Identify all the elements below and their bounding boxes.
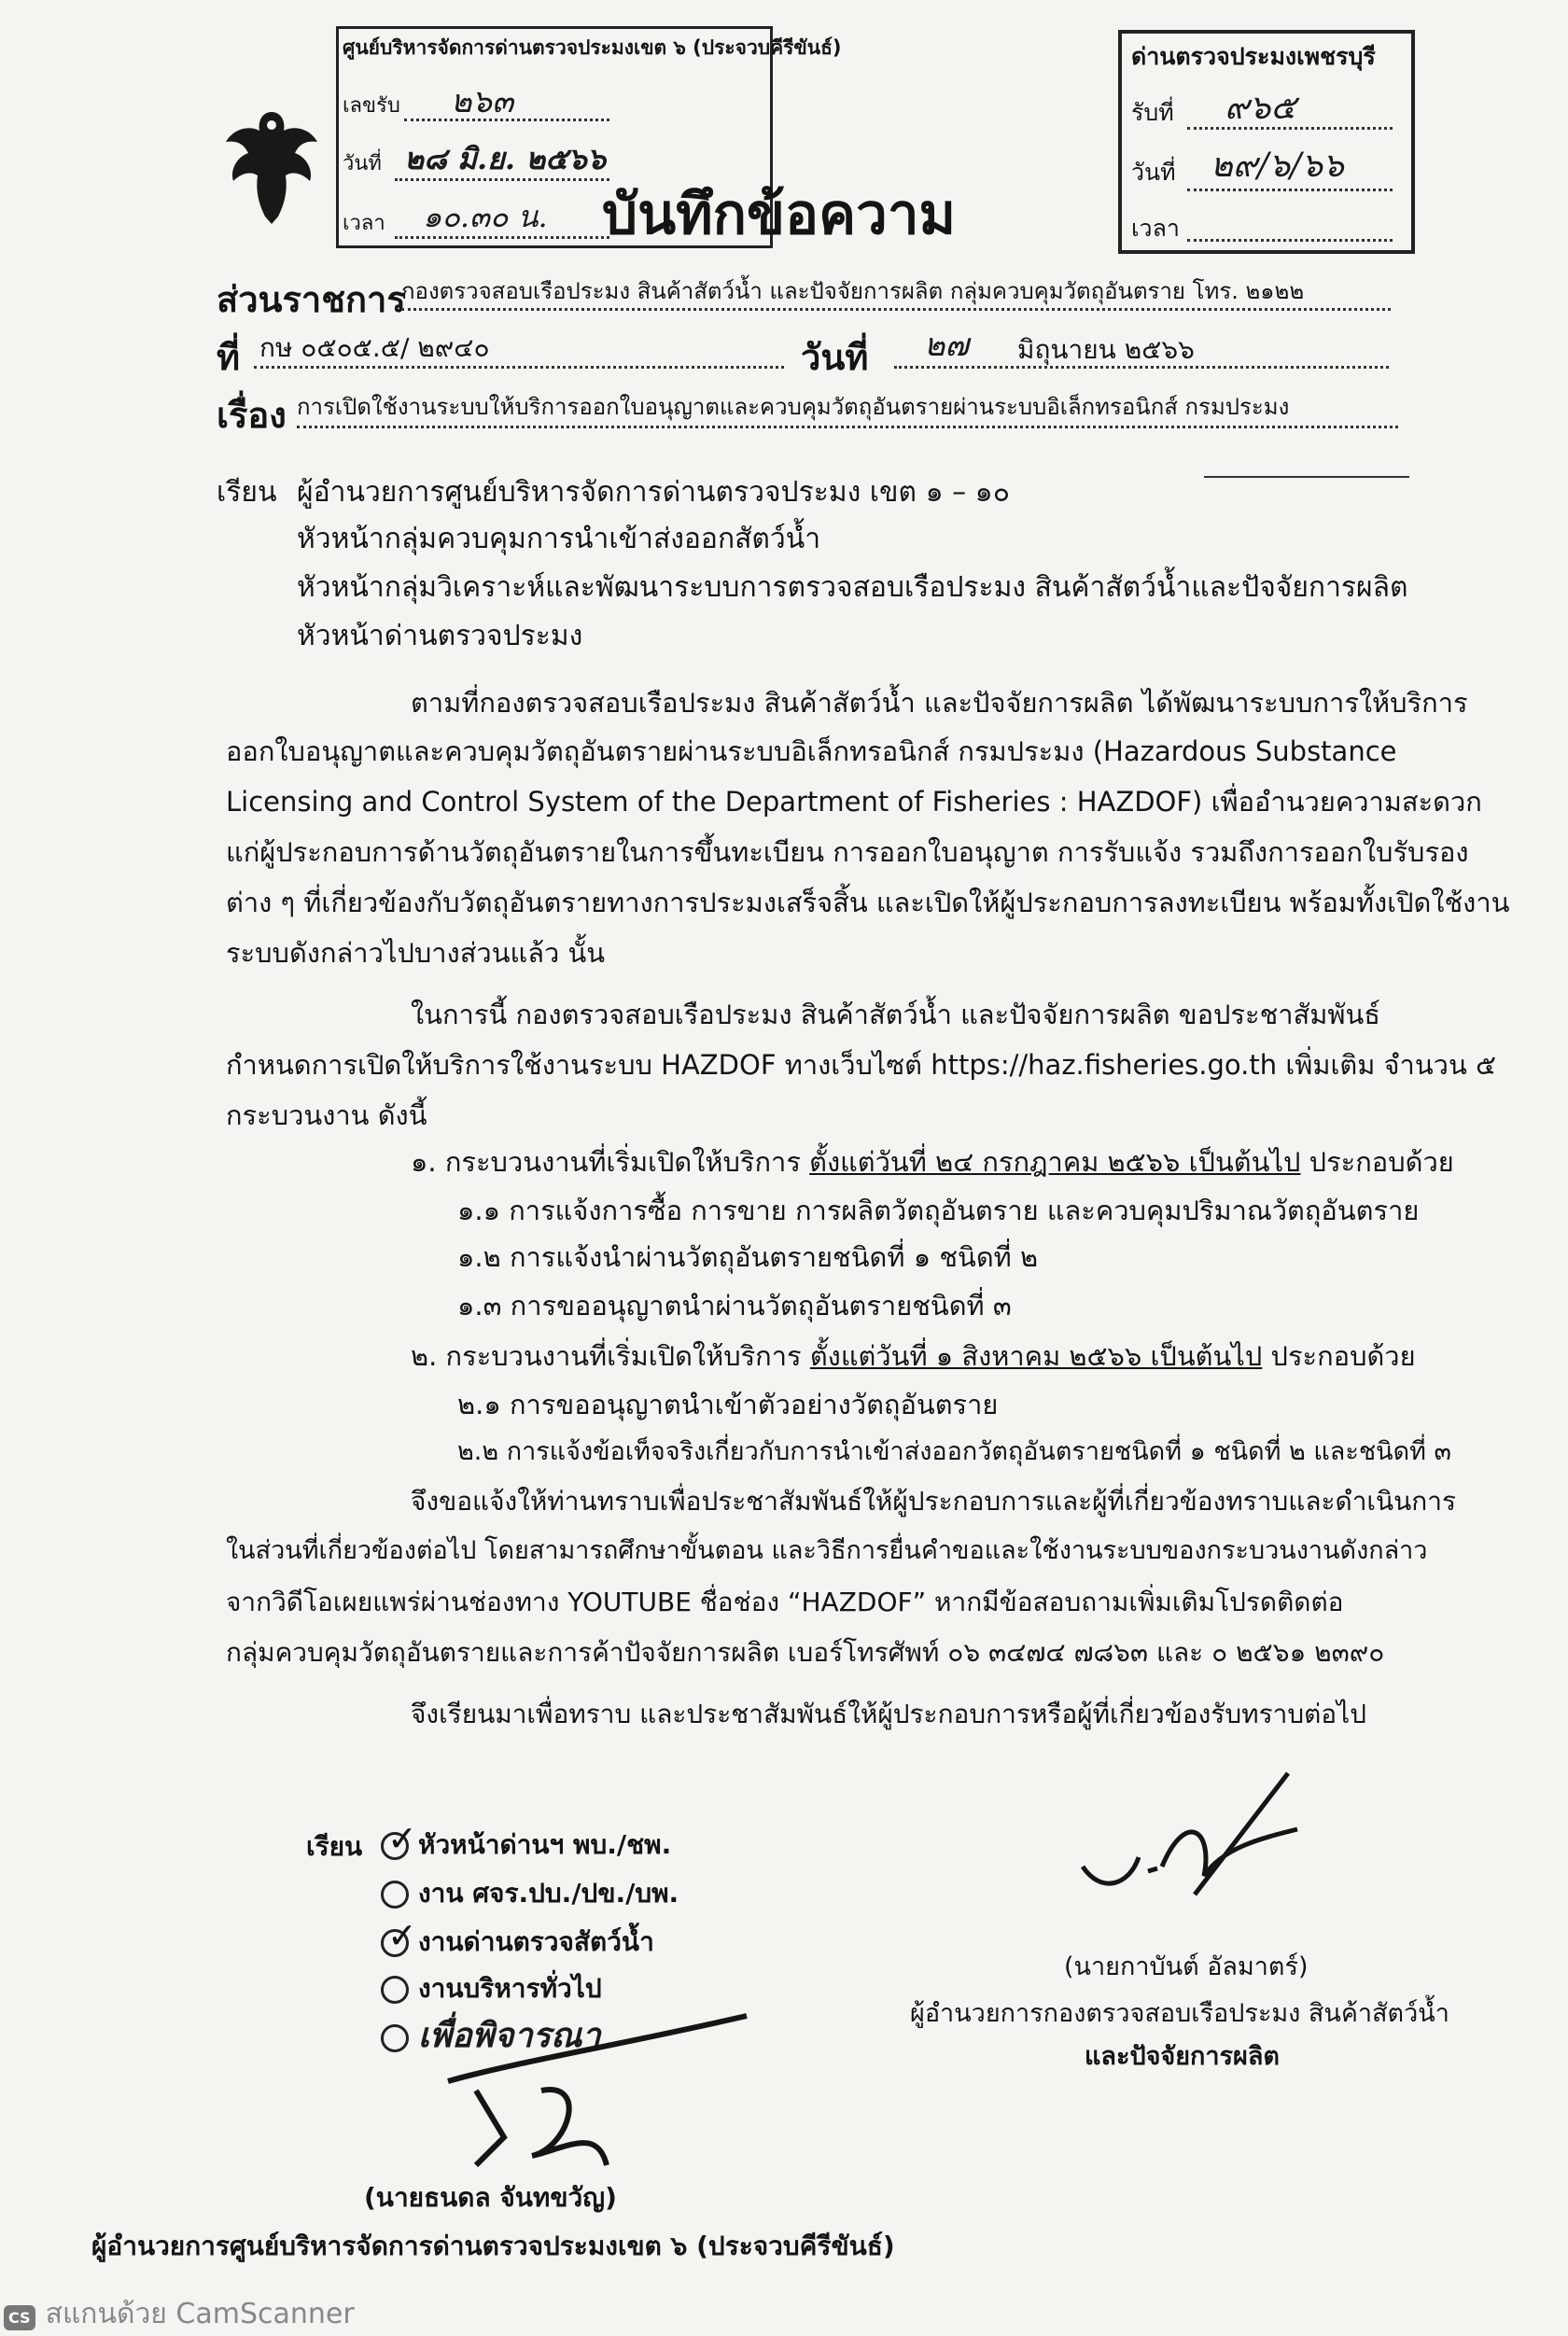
paragraph-3-line: ในส่วนที่เกี่ยวข้องต่อไป โดยสามารถศึกษาขั้นตอน และวิธีการยื่นคำขอและใช้งานระบบของกระบวนงานดังกล่าว — [226, 1536, 1428, 1565]
stamp-date-label: วันที่ — [343, 152, 382, 175]
garuda-emblem — [220, 105, 323, 226]
routing-option: ✓ หัวหน้าด่านฯ พบ./ชพ. — [381, 1829, 671, 1861]
agency-label: ส่วนราชการ — [217, 279, 406, 320]
subject-value: การเปิดใช้งานระบบให้บริการออกใบอนุญาตและควบคุมวัตถุอันตรายผ่านระบบอิเล็กทรอนิกส์ กรมประมง — [297, 394, 1290, 420]
item-1-sub: ๑.๓ การขออนุญาตนำผ่านวัตถุอันตรายชนิดที่ ๓ — [457, 1290, 1012, 1322]
camscanner-watermark — [4, 2292, 355, 2336]
paragraph-1-line: ตามที่กองตรวจสอบเรือประมง สินค้าสัตว์น้ำ และปัจจัยการผลิต ได้พัฒนาระบบการให้บริการ — [411, 687, 1468, 719]
camscanner-logo: CS — [4, 2305, 35, 2330]
approver-name: (นายธนดล จันทขวัญ) — [364, 2182, 617, 2213]
stamp-time-label: เวลา — [343, 212, 385, 235]
item-2 — [411, 1340, 1416, 1373]
routing-label: เรียน — [306, 1831, 363, 1862]
item-2-post: ประกอบด้วย — [1270, 1340, 1416, 1372]
agency-value: กองตรวจสอบเรือประมง สินค้าสัตว์น้ำ และปัจจัยการผลิต กลุ่มควบคุมวัตถุอันตราย โทร. ๒๑๒๒ — [401, 278, 1305, 304]
signature-approver — [439, 2007, 756, 2184]
stamp-recv-label: เลขรับ — [343, 94, 400, 118]
paragraph-2-line: กำหนดการเปิดให้บริการใช้งานระบบ HAZDOF ทางเว็บไซต์ https://haz.fisheries.go.th เพิ่มเติม จำนวน ๕ — [226, 1049, 1496, 1081]
item-2-label: ๒. กระบวนงานที่เริ่มเปิดให้บริการ — [411, 1340, 802, 1372]
stamp-right-agency: ด่านตรวจประมงเพชรบุรี — [1131, 43, 1376, 70]
date-value: มิถุนายน ๒๕๖๖ — [1017, 334, 1195, 365]
item-2-sub: ๒.๑ การขออนุญาตนำเข้าตัวอย่างวัตถุอันตราย — [457, 1389, 999, 1420]
item-1 — [411, 1146, 1454, 1179]
routing-option: งานบริหารทั่วไป — [381, 1973, 602, 2005]
paragraph-3-line: กลุ่มควบคุมวัตถุอันตรายและการค้าปัจจัยการผลิต เบอร์โทรศัพท์ ๐๖ ๓๔๗๔ ๗๘๖๓ และ ๐ ๒๕๖๑ ๒๓๙๐ — [226, 1637, 1385, 1668]
stamp-recv-no: ๒๖๓ — [451, 83, 514, 120]
recipient-line: ผู้อำนวยการศูนย์บริหารจัดการด่านตรวจประมง เขต ๑ – ๑๐ — [297, 476, 1011, 509]
paragraph-1-line: ต่าง ๆ ที่เกี่ยวข้องกับวัตถุอันตรายทางการประมงเสร็จสิ้น และเปิดให้ผู้ประกอบการลงทะเบียน พร้อมทั้งเปิดใช้งาน — [226, 887, 1510, 918]
subject-label: เรื่อง — [217, 395, 287, 436]
item-1-label: ๑. กระบวนงานที่เริ่มเปิดให้บริการ — [411, 1146, 801, 1178]
paragraph-1-line: Licensing and Control System of the Department of Fisheries : HAZDOF) เพื่ออำนวยความสะดวก — [226, 786, 1482, 818]
stamp-right-recv-no: ๙๖๕ — [1225, 89, 1296, 127]
recipient-line: หัวหน้ากลุ่มวิเคราะห์และพัฒนาระบบการตรวจสอบเรือประมง สินค้าสัตว์น้ำและปัจจัยการผลิต — [297, 571, 1408, 604]
memo-title: บันทึกข้อความ — [602, 182, 957, 247]
item-2-date: ตั้งแต่วันที่ ๑ สิงหาคม ๒๕๖๖ เป็นต้นไป — [809, 1340, 1263, 1372]
paragraph-1-line: ระบบดังกล่าวไปบางส่วนแล้ว นั้น — [226, 937, 606, 969]
date-label: วันที่ — [801, 337, 869, 378]
signer-title-1: ผู้อำนวยการกองตรวจสอบเรือประมง สินค้าสัตว์น้ำ — [910, 1999, 1449, 2028]
closing-text: จึงเรียนมาเพื่อทราบ และประชาสัมพันธ์ให้ผู้ประกอบการหรือผู้ที่เกี่ยวข้องรับทราบต่อไป — [411, 1699, 1366, 1729]
routing-option: เพื่อพิจารณา — [381, 2016, 601, 2056]
routing-option: งาน ศจร.ปบ./ปข./บพ. — [381, 1878, 679, 1909]
signer-name: (นายกาบันต์ อัลมาตร์) — [1064, 1952, 1309, 1981]
paragraph-3-line: จึงขอแจ้งให้ท่านทราบเพื่อประชาสัมพันธ์ให้ผู้ประกอบการและผู้ที่เกี่ยวข้องทราบและดำเนินการ — [411, 1486, 1456, 1517]
stamp-right-time-label: เวลา — [1131, 215, 1180, 242]
recipient-line: หัวหน้ากลุ่มควบคุมการนำเข้าส่งออกสัตว์น้ำ — [297, 523, 821, 555]
item-1-post: ประกอบด้วย — [1309, 1146, 1454, 1178]
stamp-right-recv-label: รับที่ — [1131, 99, 1174, 126]
ref-label: ที่ — [217, 337, 241, 378]
paragraph-1-line: แก่ผู้ประกอบการด้านวัตถุอันตรายในการขึ้นทะเบียน การออกใบอนุญาต การรับแจ้ง รวมถึงการออกใบรับรอง — [226, 836, 1469, 868]
approver-title: ผู้อำนวยการศูนย์บริหารจัดการด่านตรวจประมงเขต ๖ (ประจวบคีรีขันธ์) — [91, 2231, 895, 2261]
stamp-right-date: ๒๙/๖/๖๖ — [1211, 147, 1344, 185]
stamp-time: ๑๐.๓๐ น. — [423, 199, 548, 234]
item-1-date: ตั้งแต่วันที่ ๒๔ กรกฎาคม ๒๕๖๖ เป็นต้นไป — [809, 1146, 1301, 1178]
camscanner-text: สแกนด้วย CamScanner — [45, 2298, 355, 2330]
item-1-sub: ๑.๑ การแจ้งการซื้อ การขาย การผลิตวัตถุอันตราย และควบคุมปริมาณวัตถุอันตราย — [457, 1195, 1420, 1226]
paragraph-2-line: ในการนี้ กองตรวจสอบเรือประมง สินค้าสัตว์น้ำ และปัจจัยการผลิต ขอประชาสัมพันธ์ — [411, 999, 1380, 1030]
item-1-sub: ๑.๒ การแจ้งนำผ่านวัตถุอันตรายชนิดที่ ๑ ชนิดที่ ๒ — [457, 1241, 1039, 1273]
ref-value: กษ ๐๕๐๕.๕/ ๒๙๔๐ — [259, 332, 490, 363]
routing-option: ✓งานด่านตรวจสัตว์น้ำ — [381, 1926, 654, 1958]
paragraph-1-line: ออกใบอนุญาตและควบคุมวัตถุอันตรายผ่านระบบอิเล็กทรอนิกส์ กรมประมง (Hazardous Substance — [226, 735, 1397, 767]
stamp-date: ๒๘ มิ.ย. ๒๕๖๖ — [404, 141, 607, 176]
signer-title-2: และปัจจัยการผลิต — [1085, 2042, 1280, 2071]
stamp-right-date-label: วันที่ — [1131, 159, 1176, 186]
date-day: ๒๗ — [924, 327, 969, 364]
recipient-line: หัวหน้าด่านตรวจประมง — [297, 620, 583, 652]
paragraph-2-line: กระบวนงาน ดังนี้ — [226, 1099, 427, 1131]
recipients-label: เรียน — [217, 476, 277, 509]
item-2-sub: ๒.๒ การแจ้งข้อเท็จจริงเกี่ยวกับการนำเข้าส่งออกวัตถุอันตรายชนิดที่ ๑ ชนิดที่ ๒ และชนิดที่ ๓ — [457, 1437, 1451, 1466]
paragraph-3-line: จากวิดีโอเผยแพร่ผ่านช่องทาง YOUTUBE ชื่อช่อง “HAZDOF” หากมีข้อสอบถามเพิ่มเติมโปรดติดต่อ — [226, 1587, 1344, 1617]
stamp-agency: ศูนย์บริหารจัดการด่านตรวจประมงเขต ๖ (ประจวบคีรีขันธ์) — [343, 36, 842, 59]
signature-director — [1073, 1755, 1316, 1923]
receipt-stamp-right — [1118, 30, 1415, 254]
